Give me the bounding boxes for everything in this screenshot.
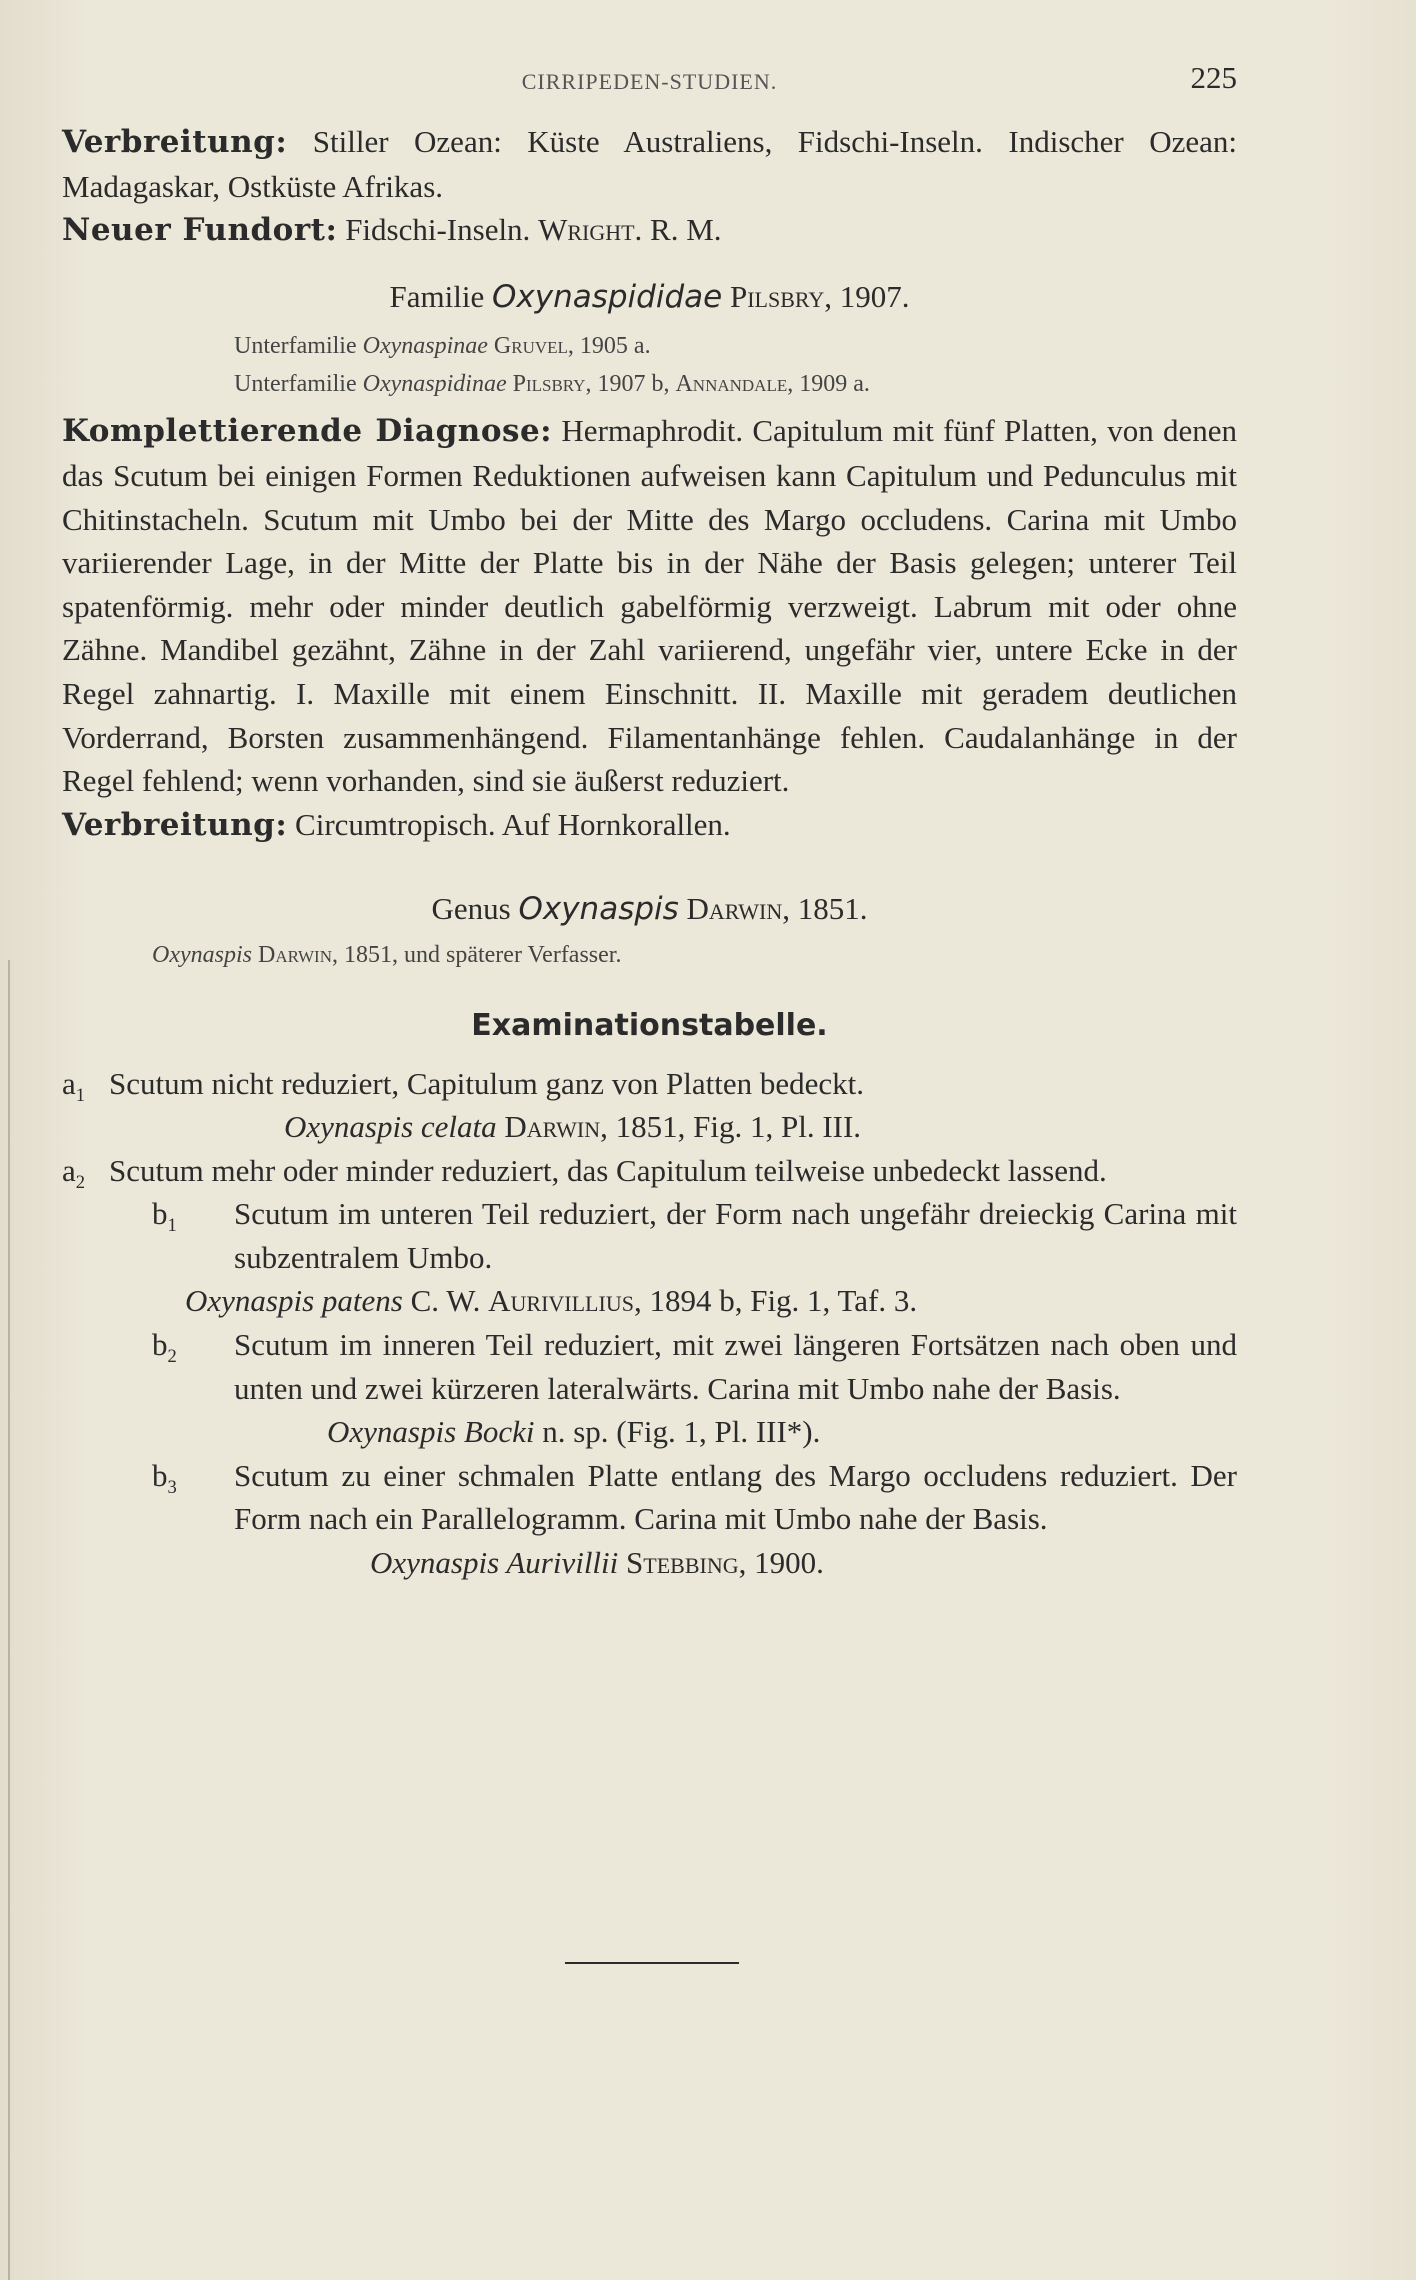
species-name: Oxynaspis celata xyxy=(284,1109,497,1145)
key-entry-b3 xyxy=(62,1454,1237,1541)
key-text: Scutum nicht reduziert, Capitulum ganz von Platten bedeckt. xyxy=(109,1065,865,1101)
subfamily-author: Pilsbry, xyxy=(512,371,592,398)
species-b2 xyxy=(62,1410,1237,1454)
key-subscript: 1 xyxy=(167,1215,177,1237)
key-letter: a xyxy=(62,1152,76,1188)
diagnose-text: Hermaphrodit. Capitulum mit fünf Platten, von denen das Scutum bei einigen Formen Reduktionen aufweisen kann Capitulum und Pedunculus mit Chitinstacheln. Scutum mit Umbo bei der Mitte des Margo occludens. Carina mit Umbo variierender Lage, in der Mitte der Platte bis in der Nähe der Basis gelegen; unterer Teil spatenförmig. mehr oder minder deutlich gabelförmig verzweigt. Labrum mit oder ohne Zähne. Mandibel gezähnt, Zähne in der Zahl variierend, ungefähr vier, untere Ecke in der Regel zahnartig. I. Maxille mit einem Einschnitt. II. Maxille mit geradem deutlichen Vorderrand, Borsten zusammenhängend. Filamentanhänge fehlen. Caudalanhänge in der Regel fehlend; wenn vorhanden, sind sie äußerst reduziert. xyxy=(62,413,1237,799)
species-author: Stebbing, xyxy=(626,1545,747,1581)
genus-prefix: Genus xyxy=(431,891,511,927)
key-letter: b xyxy=(152,1327,168,1363)
genus-author: Darwin, xyxy=(686,891,790,927)
species-name: Oxynaspis Bocki xyxy=(327,1414,535,1450)
key-letter: b xyxy=(152,1457,168,1493)
text-column xyxy=(62,60,1237,1585)
species-author: Aurivillius, xyxy=(488,1283,642,1319)
family-heading xyxy=(62,275,1237,320)
page-number: 225 xyxy=(1190,60,1237,95)
diagnose-label: Komplettierende Diagnose: xyxy=(62,413,553,450)
genus-synonym xyxy=(62,936,1237,974)
family-year: 1907. xyxy=(839,278,910,314)
key-label xyxy=(62,1062,85,1106)
verbreitung-text: Stiller Ozean: Küste Australiens, Fidschi-Inseln. Indischer Ozean: Madagaskar, Ostküste Afrikas. xyxy=(62,124,1237,204)
species-author-initials: C. W. xyxy=(410,1283,481,1319)
key-text: Scutum im unteren Teil reduziert, der Form nach ungefähr dreieckig Carina mit subzentralem Umbo. xyxy=(234,1196,1237,1275)
species-name: Oxynaspis patens xyxy=(185,1283,403,1319)
verbreitung2-label: Verbreitung: xyxy=(62,806,288,843)
key-entry-a1 xyxy=(62,1062,1237,1106)
family-name: Oxynaspididae xyxy=(491,278,723,315)
key-label xyxy=(62,1149,85,1193)
synonym-name: Oxynaspis xyxy=(152,941,252,968)
diagnose-paragraph xyxy=(62,409,1237,802)
fundort-author: Wright. xyxy=(538,212,643,248)
subfamily-name: Oxynaspidinae xyxy=(362,371,507,398)
genus-name: Oxynaspis xyxy=(518,891,679,928)
fundort-paragraph xyxy=(62,208,1237,253)
key-letter: b xyxy=(152,1196,168,1232)
key-letter: a xyxy=(62,1065,76,1101)
verbreitung-paragraph xyxy=(62,120,1237,208)
subfamily-author-2: Annandale, xyxy=(675,371,794,398)
key-entry-b2 xyxy=(62,1323,1237,1410)
subfamily-prefix: Unterfamilie xyxy=(234,371,357,398)
end-rule xyxy=(565,1962,739,1964)
species-ref: 1894 b, Fig. 1, Taf. 3. xyxy=(649,1283,918,1319)
key-text: Scutum im inneren Teil reduziert, mit zwei längeren Fortsätzen nach oben und unten und zwei kürzeren lateralwärts. Carina mit Umbo nahe der Basis. xyxy=(234,1327,1237,1406)
key-text: Scutum zu einer schmalen Platte entlang des Margo occludens reduziert. Der Form nach ein Parallelogramm. Carina mit Umbo nahe der Basis. xyxy=(234,1457,1237,1537)
species-ref: 1851, Fig. 1, Pl. III. xyxy=(615,1109,862,1145)
genus-heading xyxy=(62,887,1237,932)
subfamily-line-1 xyxy=(62,327,1237,365)
key-subscript: 2 xyxy=(167,1346,177,1368)
family-author: Pilsbry, xyxy=(729,278,832,314)
subfamily-year: 1905 a. xyxy=(579,333,651,360)
key-subscript: 2 xyxy=(75,1171,86,1193)
key-entry-a2 xyxy=(62,1149,1237,1193)
key-entry-b1 xyxy=(62,1192,1237,1279)
subfamily-prefix: Unterfamilie xyxy=(234,333,357,360)
key-subscript: 3 xyxy=(167,1477,177,1499)
verbreitung-label: Verbreitung: xyxy=(62,124,288,160)
key-label xyxy=(152,1192,177,1236)
species-b3 xyxy=(62,1541,1237,1585)
verbreitung2-paragraph xyxy=(62,803,1237,848)
subfamily-year-2: 1909 a. xyxy=(799,371,870,398)
species-year: 1900. xyxy=(754,1545,824,1581)
synonym-rest: 1851, und späterer Verfasser. xyxy=(343,941,622,968)
subfamily-name: Oxynaspinae xyxy=(362,333,488,360)
running-title: CIRRIPEDEN-STUDIEN. xyxy=(521,69,778,94)
verbreitung2-text: Circumtropisch. Auf Hornkorallen. xyxy=(295,806,731,842)
page-edge-shadow xyxy=(8,960,10,2280)
synonym-author: Darwin, xyxy=(257,941,338,968)
fundort-label: Neuer Fundort: xyxy=(62,212,338,249)
species-name: Oxynaspis Aurivillii xyxy=(370,1545,619,1581)
family-prefix: Familie xyxy=(389,278,485,314)
subfamily-year: 1907 b, xyxy=(597,371,670,398)
species-a1 xyxy=(62,1105,1237,1149)
species-b1 xyxy=(62,1279,1237,1323)
key-label xyxy=(152,1454,177,1498)
subfamily-line-2 xyxy=(62,365,1237,403)
species-ref: n. sp. (Fig. 1, Pl. III*). xyxy=(542,1414,821,1450)
key-subscript: 1 xyxy=(75,1084,86,1106)
fundort-text: Fidschi-Inseln. xyxy=(345,212,531,248)
key-text: Scutum mehr oder minder reduziert, das Capitulum teilweise unbedeckt lassend. xyxy=(109,1152,1107,1188)
species-author: Darwin, xyxy=(504,1109,608,1145)
examination-table-title: Examinationstabelle. xyxy=(471,1007,828,1043)
genus-year: 1851. xyxy=(797,891,868,927)
key-label xyxy=(152,1323,177,1367)
running-header xyxy=(62,60,1237,102)
subfamily-author: Gruvel, xyxy=(493,333,574,360)
fundort-rm: R. M. xyxy=(650,212,722,248)
